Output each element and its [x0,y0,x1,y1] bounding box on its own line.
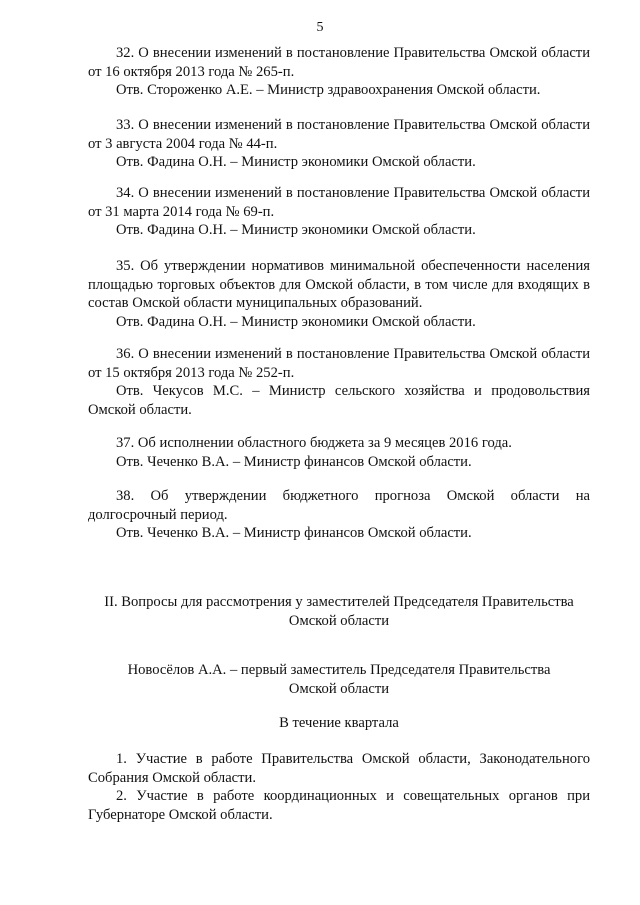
task-item-1 [88,750,590,787]
agenda-item-responsible: Отв. Стороженко А.Е. – Министр здравоохранения Омской области. [116,82,541,98]
agenda-item-responsible: Отв. Фадина О.Н. – Министр экономики Омской области. [116,313,476,330]
agenda-item-responsible: Отв. Чеченко В.А. – Министр финансов Омской области. [116,453,472,470]
agenda-item-title: 35. Об утверждении нормативов минимальной обеспеченности населения площадью торговых объектов для Омской области, в том числе для входящих в состав Омской области муниципальных образований. [88,258,590,311]
agenda-item-35 [88,257,590,331]
agenda-item-34 [88,184,590,240]
agenda-item-responsible: Отв. Чеченко В.А. – Министр финансов Омской области. [116,525,472,541]
agenda-item-title: 36. О внесении изменений в постановление Правительства Омской области от 15 октября 2013 года № 252-п. [88,346,590,381]
agenda-item-responsible: Отв. Фадина О.Н. – Министр экономики Омской области. [116,222,476,238]
task-text: 2. Участие в работе координационных и совещательных органов при Губернаторе Омской области. [88,788,590,823]
period-heading: В течение квартала [279,715,399,731]
agenda-item-title: 34. О внесении изменений в постановление Правительства Омской области от 31 марта 2014 года № 69-п. [88,185,590,220]
agenda-item-title: 33. О внесении изменений в постановление Правительства Омской области от 3 августа 2004 года № 44-п. [88,117,590,152]
agenda-item-title: 32. О внесении изменений в постановление Правительства Омской области от 16 октября 2013 года № 265-п. [88,45,590,80]
section-heading-line: Омской области [288,612,390,629]
agenda-item-title: 38. Об утверждении бюджетного прогноза Омской области на долгосрочный период. [88,488,590,523]
task-item-2 [88,787,590,824]
agenda-item-title: 37. Об исполнении областного бюджета за 9 месяцев 2016 года. [116,435,512,451]
section-heading [88,593,590,630]
agenda-item-33 [88,116,590,172]
agenda-item-36 [88,345,590,419]
agenda-item-32 [88,44,590,100]
agenda-item-37 [88,434,590,471]
deputy-heading [88,661,590,698]
deputy-heading-line: Новосёлов А.А. – первый заместитель Председателя Правительства [127,662,551,678]
agenda-item-38 [88,487,590,543]
section-heading-line: II. Вопросы для рассмотрения у заместителей Председателя Правительства [104,594,574,610]
page-number: 5 [316,20,324,35]
deputy-heading-line: Омской области [288,680,390,697]
task-text: 1. Участие в работе Правительства Омской области, Законодательного Собрания Омской области. [88,751,590,786]
agenda-item-responsible: Отв. Фадина О.Н. – Министр экономики Омской области. [116,154,476,170]
agenda-item-responsible: Отв. Чекусов М.С. – Министр сельского хозяйства и продовольствия Омской области. [88,383,590,418]
